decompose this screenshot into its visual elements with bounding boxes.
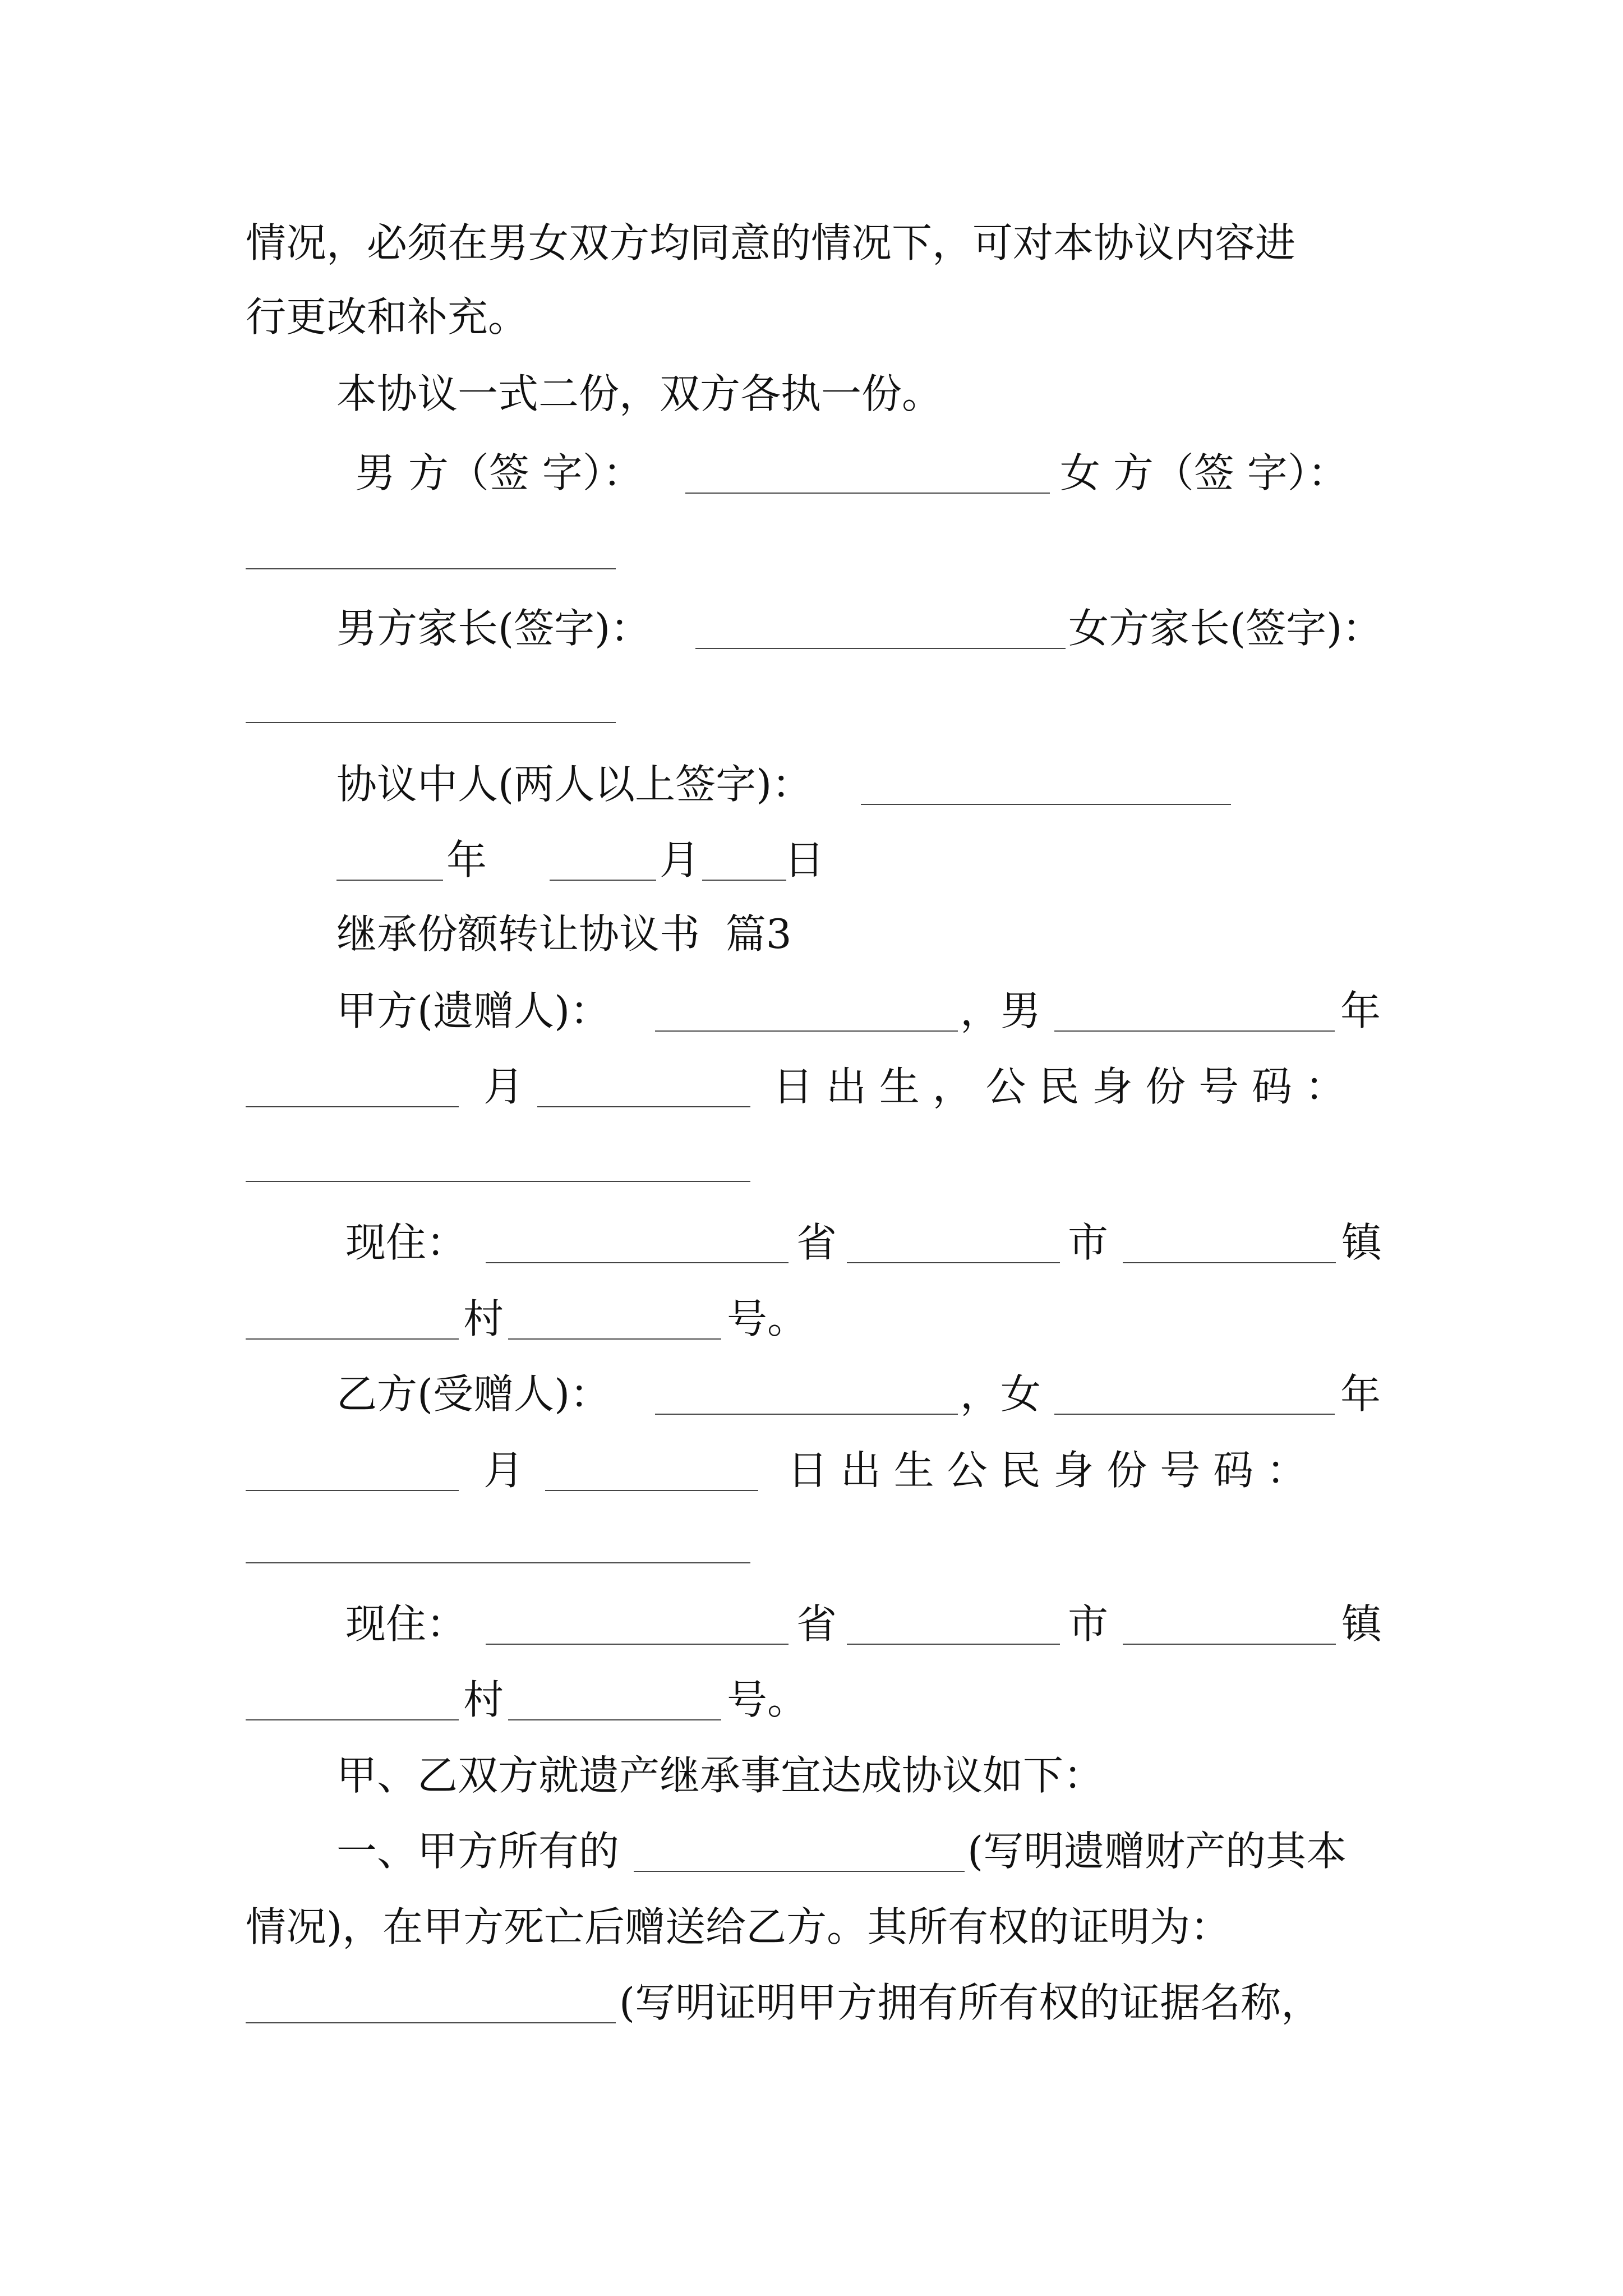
heading-text: 继承份额转让协议书 篇3 [336, 910, 792, 958]
clause-text: (写明证明甲方拥有所有权的证据名称， [619, 1979, 1322, 2026]
clause-line [0, 1961, 1623, 2045]
label-address: 现住： [345, 1219, 467, 1266]
blank-village [246, 1719, 459, 1720]
signature-line [0, 586, 1623, 670]
label-province: 省 [796, 1219, 837, 1266]
label-male-signature: 男 方（签 字）： [355, 449, 643, 496]
label-year: 年 [446, 836, 487, 884]
blank-city [847, 1262, 1060, 1263]
text-birth-id: 日 出 生 公 民 身 份 号 码 ： [787, 1447, 1307, 1494]
clause-text: (写明遗赠财产的其本 [967, 1828, 1347, 1875]
text-line [0, 1733, 1623, 1818]
text-party-b-gender: ，女 [960, 1370, 1041, 1418]
paragraph-text: 甲、乙双方就遗产继承事宜达成协议如下： [336, 1752, 1104, 1799]
party-a-birth-line [0, 1045, 1623, 1129]
label-party-b: 乙方(受赠人)： [336, 1370, 611, 1418]
label-village: 村 [463, 1295, 504, 1342]
label-house-no: 号。 [727, 1295, 808, 1342]
text-line [0, 352, 1623, 436]
section-heading [0, 892, 1623, 976]
blank-party-b-day [545, 1490, 758, 1491]
text-birth-id: 日 出 生 ， 公 民 身 份 号 码 ： [773, 1063, 1345, 1110]
label-house-no: 号。 [727, 1676, 808, 1723]
label-city: 市 [1068, 1600, 1109, 1648]
label-female-signature: 女 方（签 字）： [1060, 449, 1348, 496]
paragraph-text: 行更改和补充。 [246, 293, 529, 341]
blank-female-parent [246, 722, 616, 723]
blank-party-a-year [1054, 1030, 1335, 1032]
label-town: 镇 [1341, 1219, 1382, 1266]
blank-town [1123, 1262, 1336, 1263]
date-line [0, 818, 1623, 902]
party-b-address-line2 [0, 1658, 1623, 1742]
label-party-a: 甲方(遗赠人)： [336, 987, 611, 1034]
blank-year [336, 880, 443, 881]
label-female-parent: 女方家长(签字)： [1068, 605, 1383, 652]
blank-property [634, 1871, 965, 1872]
clause-line [0, 1809, 1623, 1893]
label-city: 市 [1068, 1219, 1109, 1266]
party-b-line [0, 1352, 1623, 1436]
label-village: 村 [463, 1676, 504, 1723]
blank-intermediary [861, 804, 1231, 805]
text-line [0, 275, 1623, 359]
party-a-address-line [0, 1200, 1623, 1285]
blank-party-b-id [246, 1562, 750, 1563]
party-b-birth-line [0, 1428, 1623, 1512]
paragraph-text: 情况，必须在男女双方均同意的情况下，可对本协议内容进 [246, 219, 1296, 266]
blank-male-parent [695, 648, 1066, 649]
blank-city [847, 1644, 1060, 1645]
blank-party-b-month [246, 1490, 459, 1491]
party-a-address-line2 [0, 1277, 1623, 1361]
blank-party-b-name [655, 1414, 958, 1415]
blank-party-a-day [537, 1106, 750, 1107]
blank-month [550, 880, 656, 881]
blank-male-signature [685, 493, 1050, 494]
blank-party-a-name [655, 1030, 958, 1032]
blank-village [246, 1338, 459, 1340]
label-year: 年 [1340, 1370, 1381, 1418]
clause-text: 情况)，在甲方死亡后赠送给乙方。其所有权的证明为： [246, 1903, 1231, 1950]
blank-province [486, 1262, 789, 1263]
label-address: 现住： [345, 1600, 467, 1648]
blank-female-signature [246, 568, 616, 569]
label-day: 日 [784, 836, 825, 884]
party-b-address-line [0, 1582, 1623, 1666]
blank-day [702, 880, 786, 881]
signature-line [0, 742, 1623, 826]
blank-party-a-month [246, 1106, 459, 1107]
blank-province [486, 1644, 789, 1645]
blank-party-b-year [1054, 1414, 1335, 1415]
label-month: 月 [483, 1447, 524, 1494]
label-month: 月 [660, 836, 700, 884]
blank-party-a-id [246, 1181, 750, 1182]
signature-line [0, 431, 1623, 515]
paragraph-text: 本协议一式二份，双方各执一份。 [336, 370, 943, 417]
blank-house-no [508, 1719, 721, 1720]
label-town: 镇 [1341, 1600, 1382, 1648]
clause-line [0, 1885, 1623, 1969]
label-male-parent: 男方家长(签字)： [336, 605, 651, 652]
blank-town [1123, 1644, 1336, 1645]
label-province: 省 [796, 1600, 837, 1648]
text-party-a-gender: ，男 [960, 987, 1041, 1034]
blank-house-no [508, 1338, 721, 1340]
party-a-line [0, 969, 1623, 1053]
blank-ownership-proof [246, 2022, 616, 2023]
label-month: 月 [483, 1063, 524, 1110]
clause-text: 一、甲方所有的 [336, 1828, 620, 1875]
text-line [0, 201, 1623, 285]
label-year: 年 [1340, 987, 1381, 1034]
label-intermediary: 协议中人(两人以上签字)： [336, 761, 813, 808]
